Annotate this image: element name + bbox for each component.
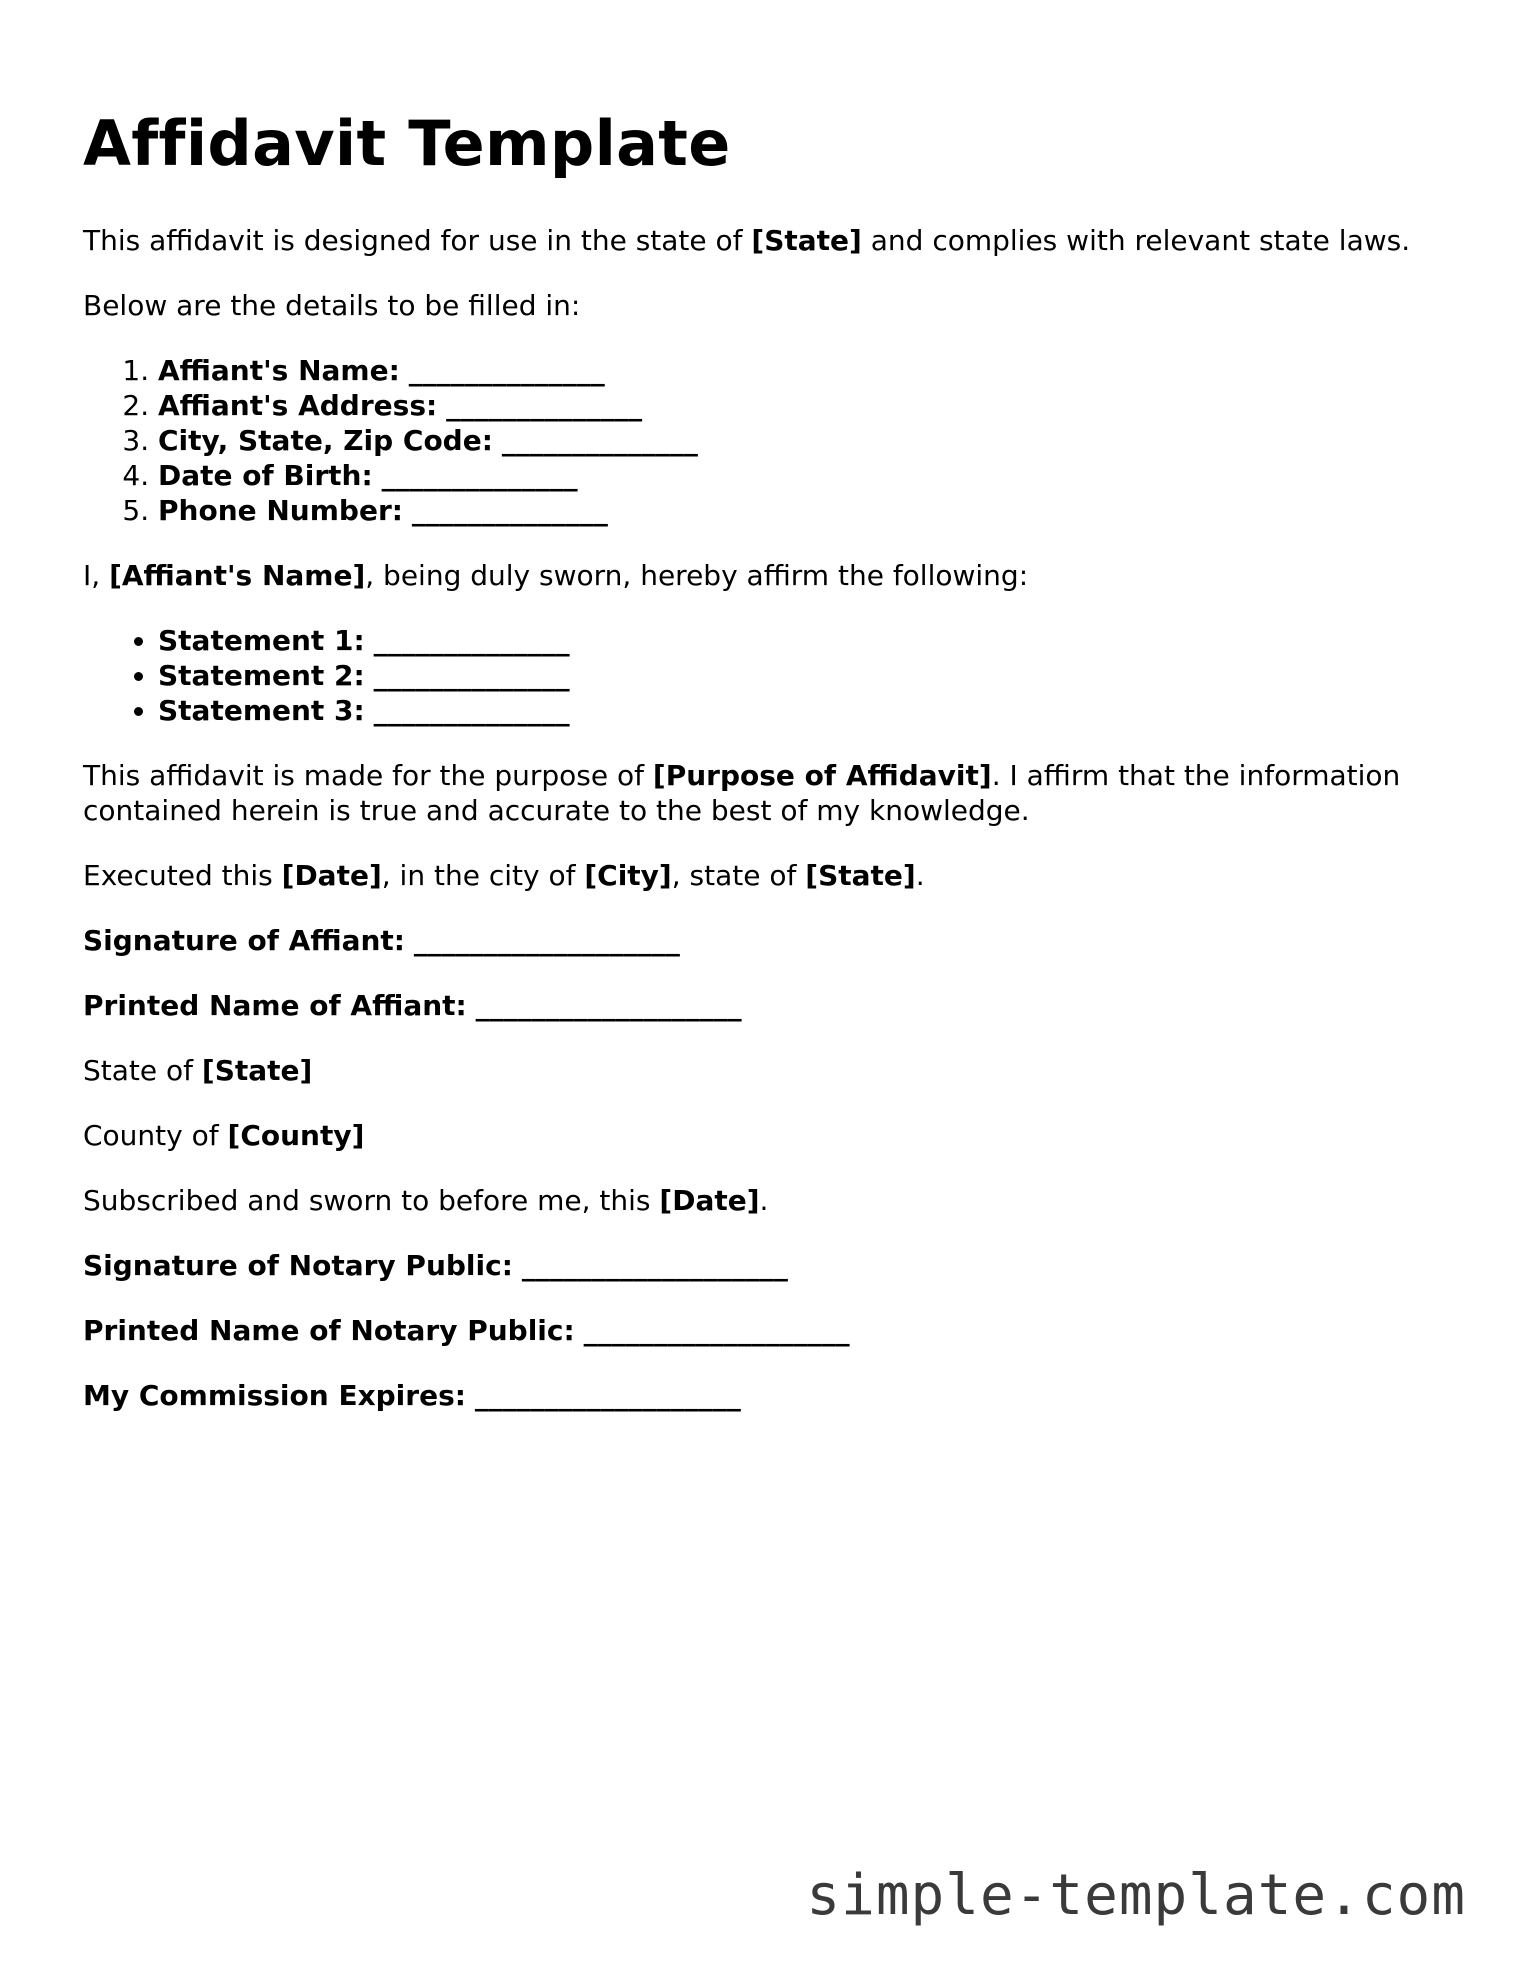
executed-date-placeholder: [Date] (281, 859, 382, 892)
printed-name-notary-blank: ___________________ (583, 1314, 850, 1347)
statement-label: Statement 3: (158, 694, 365, 727)
detail-label: Date of Birth: (158, 459, 373, 492)
commission-expires-line (83, 1378, 1428, 1413)
signature-affiant-blank: ___________________ (413, 924, 680, 957)
printed-name-notary-line (83, 1313, 1428, 1348)
subscribed-date-placeholder: [Date] (659, 1184, 760, 1217)
executed-mid-1: , in the city of (381, 859, 585, 892)
detail-label: Phone Number: (158, 494, 403, 527)
state-line-prefix: State of (83, 1054, 202, 1087)
affirm-name-placeholder: [Affiant's Name] (109, 559, 366, 592)
statement-blank: ______________ (373, 694, 570, 727)
commission-expires-label: My Commission Expires: (83, 1379, 466, 1412)
intro-prefix: This affidavit is designed for use in the state of (83, 224, 752, 257)
page-title: Affidavit Template (83, 107, 731, 180)
details-intro: Below are the details to be filled in: (83, 289, 581, 322)
executed-mid-2: , state of (671, 859, 806, 892)
executed-state-placeholder: [State] (805, 859, 916, 892)
affirm-paragraph (83, 558, 1428, 593)
detail-label: Affiant's Address: (158, 389, 438, 422)
details-list (83, 353, 1428, 528)
printed-name-notary-label: Printed Name of Notary Public: (83, 1314, 575, 1347)
signature-notary-blank: ___________________ (521, 1249, 788, 1282)
details-list-item (158, 353, 1428, 388)
commission-expires-blank: ___________________ (474, 1379, 741, 1412)
intro-state-placeholder: [State] (751, 224, 862, 257)
signature-notary-line (83, 1248, 1428, 1283)
subscribed-prefix: Subscribed and sworn to before me, this (83, 1184, 660, 1217)
printed-name-affiant-blank: ___________________ (475, 989, 742, 1022)
statement-blank: ______________ (373, 659, 570, 692)
printed-name-affiant-line (83, 988, 1428, 1023)
document-page (83, 104, 1428, 1413)
executed-paragraph (83, 858, 1428, 893)
signature-affiant-label: Signature of Affiant: (83, 924, 405, 957)
county-line-placeholder: [County] (227, 1119, 365, 1152)
executed-suffix: . (915, 859, 925, 892)
purpose-prefix: This affidavit is made for the purpose of (83, 759, 653, 792)
detail-blank: ______________ (501, 424, 698, 457)
purpose-paragraph (83, 758, 1428, 828)
details-list-item (158, 423, 1428, 458)
signature-notary-label: Signature of Notary Public: (83, 1249, 513, 1282)
details-list-item (158, 388, 1428, 423)
statement-list-item (158, 658, 1428, 693)
detail-label: Affiant's Name: (158, 354, 400, 387)
watermark-text: simple-template.com (806, 1863, 1466, 1928)
statements-list (83, 623, 1428, 728)
detail-blank: ______________ (381, 459, 578, 492)
statement-blank: ______________ (373, 624, 570, 657)
subscribed-suffix: . (759, 1184, 769, 1217)
state-line-placeholder: [State] (201, 1054, 313, 1087)
detail-blank: ______________ (446, 389, 643, 422)
detail-label: City, State, Zip Code: (158, 424, 493, 457)
statement-list-item (158, 693, 1428, 728)
statement-list-item (158, 623, 1428, 658)
executed-city-placeholder: [City] (584, 859, 672, 892)
executed-prefix: Executed this (83, 859, 282, 892)
intro-suffix: and complies with relevant state laws. (861, 224, 1411, 257)
printed-name-affiant-label: Printed Name of Affiant: (83, 989, 467, 1022)
statement-label: Statement 1: (158, 624, 365, 657)
purpose-placeholder: [Purpose of Affidavit] (652, 759, 992, 792)
signature-affiant-line (83, 923, 1428, 958)
state-line (83, 1053, 1428, 1088)
details-list-item (158, 493, 1428, 528)
intro-paragraph (83, 223, 1428, 258)
details-list-item (158, 458, 1428, 493)
affirm-suffix: , being duly sworn, hereby affirm the following: (365, 559, 1029, 592)
subscribed-line (83, 1183, 1428, 1218)
detail-blank: ______________ (411, 494, 608, 527)
county-line (83, 1118, 1428, 1153)
affirm-prefix: I, (83, 559, 110, 592)
purpose-suffix: . I affirm that the information contained herein is true and accurate to the best of my knowledge. (83, 759, 1401, 827)
detail-blank: ______________ (408, 354, 605, 387)
statement-label: Statement 2: (158, 659, 365, 692)
county-line-prefix: County of (83, 1119, 228, 1152)
